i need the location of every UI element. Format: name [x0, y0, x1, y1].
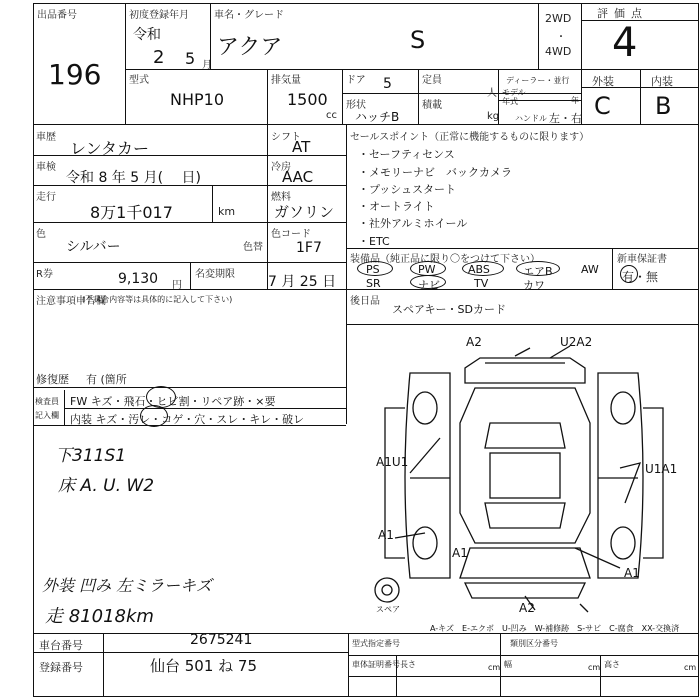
color-value: シルバー	[66, 239, 121, 255]
inspection-label: 車検	[36, 162, 56, 173]
recycle-label: R券	[36, 269, 53, 280]
pw-circle-mark	[410, 261, 446, 276]
model-year-label: モデル 年式	[502, 88, 526, 106]
class-label: 類別区分番号	[510, 639, 558, 648]
diagram-mark: A2	[519, 601, 535, 615]
capacity-label: 定員	[422, 75, 442, 86]
plate-label: 登録番号	[39, 661, 83, 674]
history-label: 車歴	[36, 132, 56, 143]
model-label: 型式	[129, 75, 149, 86]
warranty-label: 新車保証書	[617, 254, 667, 265]
cert-label: 車体証明番号	[352, 660, 400, 669]
sales-point-item: ・ETC	[358, 235, 390, 248]
reg-year: 2	[153, 47, 165, 68]
handwritten-note-2: 床 A. U. W2	[58, 476, 155, 496]
length-unit: cm	[488, 663, 501, 672]
inspection-value: 令和 8 年 5 月( 日)	[66, 170, 201, 186]
score-value: 4	[612, 20, 638, 66]
car-grade: S	[410, 26, 426, 54]
capacity-unit: 人	[487, 88, 497, 99]
color-code-label: 色コード	[271, 229, 311, 240]
load-unit: kg	[487, 111, 500, 122]
recycle-unit: 円	[172, 280, 182, 291]
diagram-mark: A1U1	[376, 455, 409, 469]
lot-number: 196	[48, 58, 102, 91]
drive-dot: ・	[556, 32, 566, 43]
mileage-label: 走行	[36, 192, 56, 203]
exterior-label: 外装	[592, 75, 614, 88]
length-label: 長さ	[400, 660, 416, 669]
shape-value: ハッチB	[355, 110, 400, 124]
model-year-unit: 年	[571, 96, 579, 105]
later-items-title: 後日品	[350, 296, 380, 307]
repair-value: 有 (箇所	[86, 373, 127, 386]
width-label: 幅	[504, 660, 512, 669]
color-change-label: 色替	[243, 242, 263, 253]
plate-number: 仙台 501 ね 75	[150, 657, 258, 675]
dealer-label: ディーラー・並行	[506, 76, 570, 85]
sales-point-item: ・プッシュスタート	[358, 183, 457, 196]
car-name-label: 車名・グレード	[214, 10, 284, 21]
car-name: アクア	[217, 35, 283, 60]
spare-tire-label: スペア	[376, 605, 400, 614]
handwritten-note-1: 下311S1	[55, 446, 127, 466]
equip-tv: TV	[474, 277, 489, 290]
color-code-value: 1F7	[296, 240, 322, 256]
equip-airbag: エアB	[523, 265, 553, 278]
diagram-mark: U1A1	[645, 462, 678, 476]
sales-point-item: ・社外アルミホイール	[358, 217, 468, 230]
shift-value: AT	[292, 138, 311, 156]
diagram-mark: U2A2	[560, 335, 593, 349]
repair-label: 修復歴	[36, 373, 69, 386]
width-unit: cm	[588, 663, 601, 672]
doors-label: ドア	[346, 75, 366, 86]
drive-4wd: 4WD	[545, 45, 572, 58]
equip-navi: ナビ	[418, 279, 440, 292]
exterior-grade: C	[594, 92, 611, 120]
ps-circle-mark	[357, 261, 393, 276]
reg-era: 令和	[133, 27, 161, 43]
height-unit: cm	[684, 663, 697, 672]
inspector-interior-row: 内装 キズ・汚レ・コゲ・穴・スレ・キレ・破レ	[70, 413, 305, 426]
interior-label: 内装	[651, 75, 673, 88]
chassis-label: 車台番号	[39, 639, 83, 652]
abs-circle-mark	[462, 261, 504, 276]
type-cert-label: 型式指定番号	[352, 639, 400, 648]
handle-value: 左・右	[549, 112, 582, 125]
drive-2wd: 2WD	[545, 12, 572, 25]
reg-month-unit: 月	[202, 60, 212, 71]
displacement-label: 排気量	[271, 75, 301, 86]
lot-label: 出品番号	[37, 10, 77, 21]
equip-sr: SR	[366, 277, 381, 290]
interior-grade: B	[655, 92, 672, 120]
reg-month: 5	[185, 49, 196, 68]
fuel-value: ガソリン	[274, 203, 335, 221]
sales-point-item: ・オートライト	[358, 200, 435, 213]
damage-legend: A-キズ E-エクボ U-凹み W-補修跡 S-サビ C-腐食 XX-交換済	[430, 624, 680, 633]
inspector-label-2: 記入欄	[35, 411, 59, 420]
handwritten-note-3: 外装 凹み 左ミラーキズ	[42, 576, 212, 595]
diagram-mark: A1	[452, 546, 468, 560]
shift-label: シフト	[271, 132, 301, 143]
sales-points-title: セールスポイント（正常に機能するものに限ります）	[350, 132, 590, 143]
displacement-unit: cc	[326, 110, 337, 121]
notes-subtitle: (不具合内容等は具体的に記入して下さい)	[82, 295, 233, 304]
height-label: 高さ	[604, 660, 620, 669]
history-value: レンタカー	[70, 139, 149, 158]
sales-point-item: ・メモリーナビ バックカメラ	[358, 166, 512, 179]
mileage-value: 8万1千017	[90, 203, 173, 222]
handwritten-note-4: 走 81018km	[45, 606, 154, 627]
shape-label: 形状	[346, 100, 366, 111]
tax-value: 7 月 25 日	[268, 274, 337, 290]
diagram-mark: A1	[378, 528, 394, 542]
dirt-circle-mark	[140, 405, 168, 427]
doors-value: 5	[383, 76, 392, 92]
equip-abs: ABS	[468, 263, 490, 276]
tax-label: 名変期限	[195, 269, 235, 280]
airbag-circle-mark	[516, 261, 560, 276]
equipment-title: 装備品（純正品に限り〇をつけて下さい）	[350, 254, 540, 265]
fuel-label: 燃料	[271, 192, 291, 203]
warranty-value: 有・無	[622, 270, 659, 284]
notes-title: 注意事項申告欄	[36, 296, 106, 307]
warranty-circle-mark	[620, 265, 638, 283]
color-label: 色	[36, 229, 46, 240]
equip-ps: PS	[366, 263, 380, 276]
recycle-value: 9,130	[118, 271, 159, 287]
mileage-unit: km	[218, 205, 236, 218]
inspector-label: 検査員	[35, 397, 59, 406]
equip-aw: AW	[581, 263, 599, 276]
ac-value: AAC	[282, 168, 314, 186]
load-label: 積載	[422, 100, 442, 111]
ac-label: 冷房	[271, 162, 291, 173]
diagram-mark: A1	[624, 566, 640, 580]
navi-circle-mark	[410, 275, 446, 289]
sales-point-item: ・セーフティセンス	[358, 148, 455, 161]
chassis-number: 2675241	[190, 632, 253, 648]
first-reg-label: 初度登録年月	[129, 10, 189, 21]
inspector-fw-row: FW キズ・飛石・ヒビ割・リペア跡・×要	[70, 395, 276, 408]
later-items-value: スペアキー・SDカード	[392, 303, 507, 316]
score-label: 評価点	[597, 7, 648, 20]
model-code: NHP10	[170, 90, 225, 109]
equip-leather: カワ	[523, 279, 545, 292]
diagram-mark: A2	[466, 335, 482, 349]
equip-pw: PW	[418, 263, 436, 276]
handle-label: ハンドル	[515, 114, 547, 123]
displacement-value: 1500	[287, 90, 328, 109]
